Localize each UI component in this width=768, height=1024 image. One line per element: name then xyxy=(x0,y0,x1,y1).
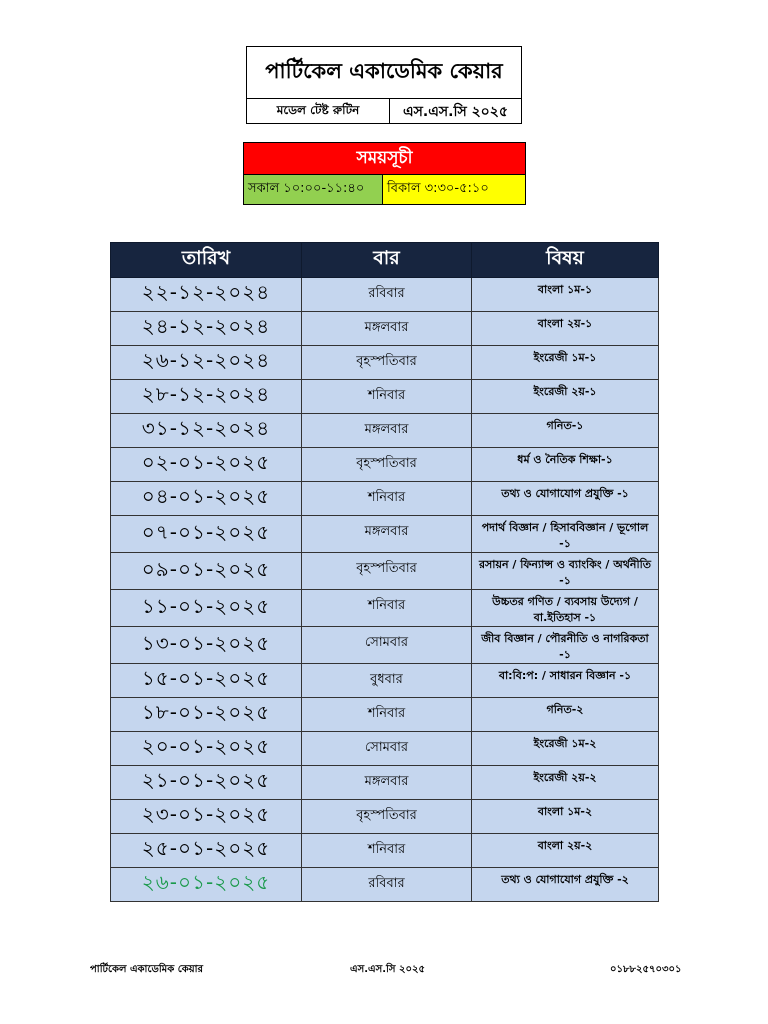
footer-org: পার্টিকেল একাডেমিক কেয়ার xyxy=(90,964,204,975)
subject-cell: জীব বিজ্ঞান / পৌরনীতি ও নাগরিকতা -১ xyxy=(472,627,659,664)
subject-cell: উচ্চতর গণিত / ব্যবসায় উদ্যেগ / বা.ইতিহাস -১ xyxy=(472,590,659,627)
col-header-day: বার xyxy=(302,243,472,278)
date-cell: ০৭-০১-২০২৫ xyxy=(111,516,302,553)
title-box xyxy=(246,46,522,124)
exam-label: এস.এস.সি ২০২৫ xyxy=(403,103,508,120)
day-cell: শনিবার xyxy=(302,590,472,627)
table-row xyxy=(111,590,659,627)
subject-cell: তথ্য ও যোগাযোগ প্রযুক্তি -২ xyxy=(472,868,659,902)
table-row xyxy=(111,516,659,553)
subject-cell: বাংলা ১ম-১ xyxy=(472,278,659,312)
table-row xyxy=(111,380,659,414)
morning-time: সকাল ১০:০০-১১:৪০ xyxy=(244,175,383,204)
routine-body xyxy=(111,278,659,902)
day-cell: সোমবার xyxy=(302,627,472,664)
date-cell: ২২-১২-২০২৪ xyxy=(111,278,302,312)
subject-cell: ইংরেজী ১ম-২ xyxy=(472,732,659,766)
subject-cell: ধর্ম ও নৈতিক শিক্ষা-১ xyxy=(472,448,659,482)
date-cell: ১৫-০১-২০২৫ xyxy=(111,664,302,698)
day-cell: রবিবার xyxy=(302,278,472,312)
date-cell: ১৮-০১-২০২৫ xyxy=(111,698,302,732)
date-cell: ২৬-০১-২০২৫ xyxy=(111,868,302,902)
table-row xyxy=(111,278,659,312)
table-row xyxy=(111,346,659,380)
afternoon-time: বিকাল ৩:৩০-৫:১০ xyxy=(383,175,525,204)
date-cell: ২০-০১-২০২৫ xyxy=(111,732,302,766)
table-row xyxy=(111,664,659,698)
date-cell: ২৮-১২-২০২৪ xyxy=(111,380,302,414)
schedule-title: সময়সূচী xyxy=(244,143,525,175)
date-cell: ২৪-১২-২০২৪ xyxy=(111,312,302,346)
table-row xyxy=(111,448,659,482)
table-row xyxy=(111,800,659,834)
table-header-row xyxy=(111,243,659,278)
subject-cell: বাংলা ২য়-১ xyxy=(472,312,659,346)
table-row xyxy=(111,732,659,766)
subject-cell: তথ্য ও যোগাযোগ প্রযুক্তি -১ xyxy=(472,482,659,516)
subject-cell: রসায়ন / ফিন্যান্স ও ব্যাংকিং / অর্থনীতি -১ xyxy=(472,553,659,590)
page-title: পার্টিকেল একাডেমিক কেয়ার xyxy=(247,47,521,99)
table-row xyxy=(111,627,659,664)
subject-cell: বাংলা ১ম-২ xyxy=(472,800,659,834)
date-cell: ৩১-১২-২০২৪ xyxy=(111,414,302,448)
day-cell: বৃহস্পতিবার xyxy=(302,800,472,834)
table-row xyxy=(111,312,659,346)
table-row xyxy=(111,414,659,448)
subject-cell: ইংরেজী ২য়-২ xyxy=(472,766,659,800)
subject-cell: বাংলা ২য়-২ xyxy=(472,834,659,868)
col-header-subject: বিষয় xyxy=(472,243,659,278)
date-cell: ২৫-০১-২০২৫ xyxy=(111,834,302,868)
footer-exam: এস.এস.সি ২০২৫ xyxy=(350,964,425,975)
date-cell: ১১-০১-২০২৫ xyxy=(111,590,302,627)
subject-cell: ইংরেজী ১ম-১ xyxy=(472,346,659,380)
subject-cell: বা:বি:প: / সাধারন বিজ্ঞান -১ xyxy=(472,664,659,698)
table-row xyxy=(111,766,659,800)
day-cell: বৃহস্পতিবার xyxy=(302,448,472,482)
day-cell: মঙ্গলবার xyxy=(302,414,472,448)
date-cell: ২৬-১২-২০২৪ xyxy=(111,346,302,380)
routine-label: মডেল টেষ্ট রুটিন xyxy=(247,99,390,124)
day-cell: বৃহস্পতিবার xyxy=(302,553,472,590)
table-row xyxy=(111,482,659,516)
date-cell: ০২-০১-২০২৫ xyxy=(111,448,302,482)
day-cell: মঙ্গলবার xyxy=(302,516,472,553)
day-cell: মঙ্গলবার xyxy=(302,312,472,346)
day-cell: বৃহস্পতিবার xyxy=(302,346,472,380)
subject-cell: গনিত-১ xyxy=(472,414,659,448)
subject-cell: গনিত-২ xyxy=(472,698,659,732)
title-subrow xyxy=(247,99,521,124)
day-cell: শনিবার xyxy=(302,698,472,732)
subject-cell: পদার্থ বিজ্ঞান / হিসাববিজ্ঞান / ভূগোল -১ xyxy=(472,516,659,553)
table-row xyxy=(111,868,659,902)
table-row xyxy=(111,698,659,732)
footer-phone: ০১৮৮২৫৭০৩০১ xyxy=(610,964,682,975)
table-row xyxy=(111,834,659,868)
day-cell: শনিবার xyxy=(302,380,472,414)
subject-cell: ইংরেজী ২য়-১ xyxy=(472,380,659,414)
date-cell: ২৩-০১-২০২৫ xyxy=(111,800,302,834)
schedule-times xyxy=(244,175,525,204)
date-cell: ২১-০১-২০২৫ xyxy=(111,766,302,800)
day-cell: শনিবার xyxy=(302,482,472,516)
day-cell: শনিবার xyxy=(302,834,472,868)
routine-table xyxy=(110,242,659,902)
day-cell: সোমবার xyxy=(302,732,472,766)
day-cell: রবিবার xyxy=(302,868,472,902)
schedule-box xyxy=(243,142,526,205)
day-cell: বুধবার xyxy=(302,664,472,698)
day-cell: মঙ্গলবার xyxy=(302,766,472,800)
table-row xyxy=(111,553,659,590)
date-cell: ১৩-০১-২০২৫ xyxy=(111,627,302,664)
date-cell: ০৪-০১-২০২৫ xyxy=(111,482,302,516)
date-cell: ০৯-০১-২০২৫ xyxy=(111,553,302,590)
col-header-date: তারিখ xyxy=(111,243,302,278)
